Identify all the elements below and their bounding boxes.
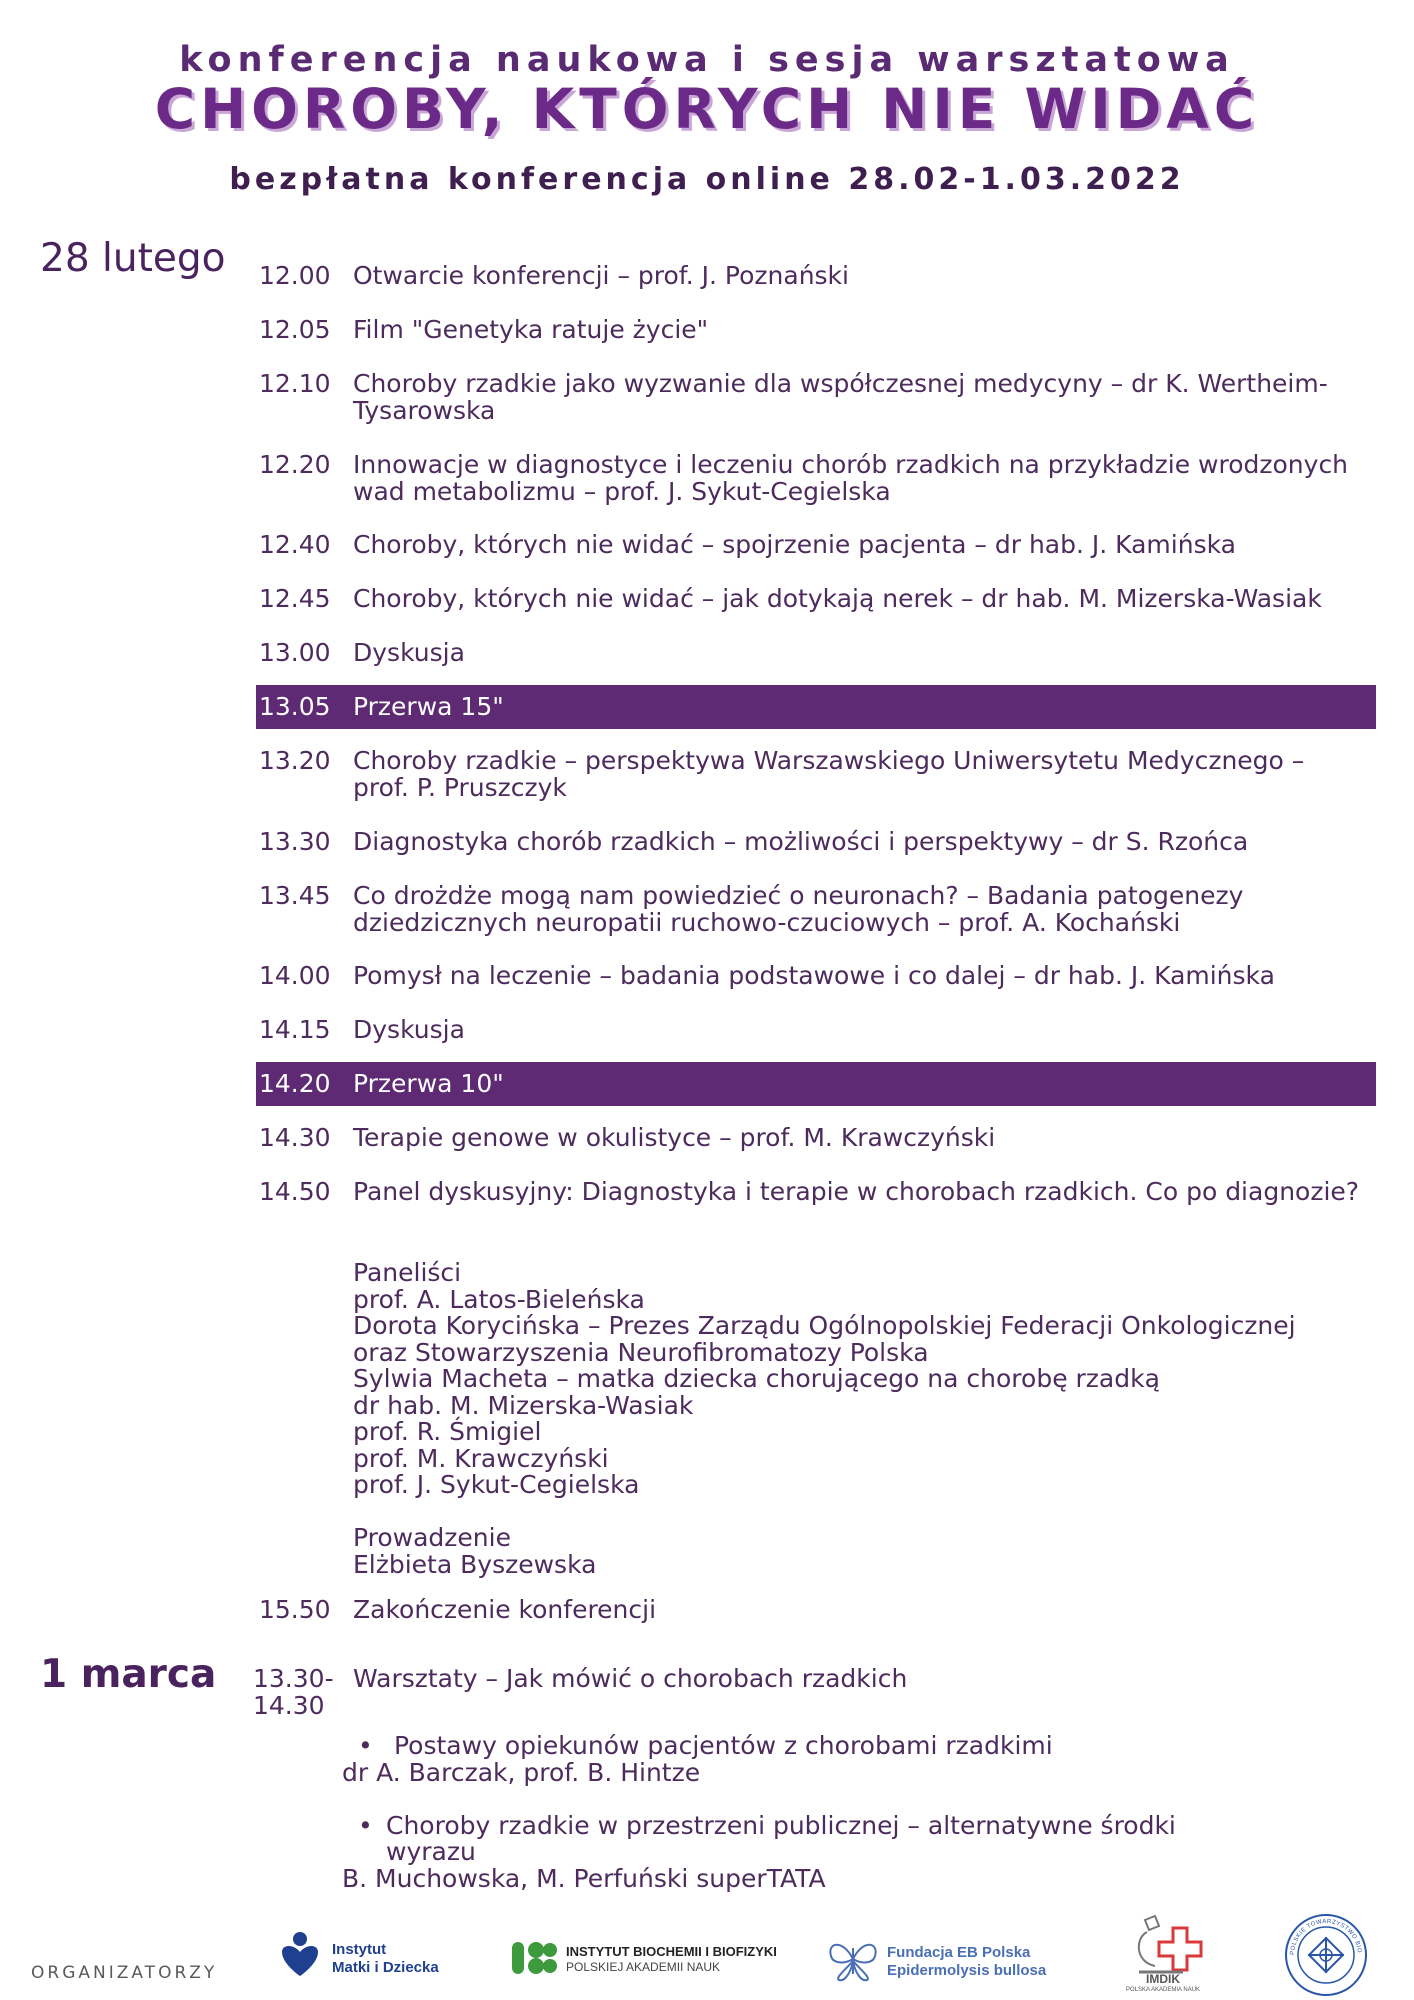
agenda-time: 13.45: [259, 881, 331, 910]
agenda-text: Diagnostyka chorób rzadkich – możliwości i perspektywy – dr S. Rzońca: [353, 827, 1249, 856]
panelist: prof. R. Śmigiel: [353, 1417, 542, 1446]
agenda-text: Przerwa 10": [353, 1069, 504, 1098]
ibb-logo: [512, 1935, 812, 1985]
panelist: Sylwia Macheta – matka dziecka chorującego na chorobę rzadką: [353, 1364, 1160, 1393]
society-seal-icon: [1284, 1913, 1368, 1997]
agenda-text: Terapie genowe w okulistyce – prof. M. Krawczyński: [353, 1123, 996, 1152]
eb-line2: Epidermolysis bullosa: [887, 1962, 1047, 1979]
pbs-logo: [1284, 1913, 1368, 1997]
agenda-text: Dyskusja: [353, 1015, 465, 1044]
workshop-speakers: dr A. Barczak, prof. B. Hintze: [342, 1758, 701, 1787]
break-bar: [256, 1062, 1376, 1106]
panelist: prof. M. Krawczyński: [353, 1443, 609, 1473]
agenda-text: Otwarcie konferencji – prof. J. Poznański: [353, 261, 849, 290]
workshop-title: Warsztaty – Jak mówić o chorobach rzadkich: [353, 1664, 908, 1693]
agenda-time: 12.10: [259, 369, 331, 398]
organizers-label: ORGANIZATORZY: [31, 1963, 218, 1983]
panelist: oraz Stowarzyszenia Neurofibromatozy Polska: [353, 1337, 929, 1367]
agenda-time: 14.30: [259, 1123, 331, 1152]
agenda-time: 12.00: [259, 261, 331, 290]
pbs-arc-text: POLSKIE TOWARZYSTWO BIO: [1289, 1918, 1363, 1956]
agenda-time: 14.00: [259, 961, 331, 990]
bullet-dot: •: [358, 1811, 373, 1840]
panelist: prof. J. Sykut-Cegielska: [353, 1470, 640, 1499]
ibb-line1: INSTYTUT BIOCHEMII I BIOFIZYKI: [566, 1944, 777, 1959]
agenda-time: 14.20: [259, 1069, 331, 1098]
agenda-text: Film "Genetyka ratuje życie": [353, 315, 709, 344]
moderator: Elżbieta Byszewska: [353, 1549, 597, 1579]
workshop-speakers: B. Muchowska, M. Perfuński superTATA: [342, 1864, 826, 1893]
agenda-time: 14.50: [259, 1177, 331, 1206]
day2-label: 1 marca: [40, 1652, 217, 1697]
conference-title: CHOROBY, KTÓRYCH NIE WIDAĆ: [154, 77, 1260, 141]
eb-logo: [825, 1932, 1085, 1988]
agenda-time: 13.20: [259, 746, 331, 775]
workshop-topic: Choroby rzadkie w przestrzeni publicznej – alternatywne środki: [386, 1811, 1176, 1840]
workshop-topic-cont: wyrazu: [386, 1837, 476, 1866]
imdik-name: IMDIK: [1146, 1972, 1180, 1986]
agenda-time: 12.40: [259, 530, 331, 559]
agenda-text: Pomysł na leczenie – badania podstawowe i co dalej – dr hab. J. Kamińska: [353, 961, 1275, 990]
conference-subtitle: konferencja naukowa i sesja warsztatowa: [179, 40, 1235, 80]
agenda-text: Przerwa 15": [353, 692, 504, 721]
ibb-line2: POLSKIEJ AKADEMII NAUK: [566, 1960, 721, 1974]
imdik-sub: POLSKA AKADEMIA NAUK: [1126, 1987, 1201, 1993]
workshop-time-end: 14.30: [253, 1691, 325, 1720]
svg-text:POLSKIE TOWARZYSTWO BIOCHEMICZ: [1284, 1913, 1362, 1955]
panelist: prof. A. Latos-Bieleńska: [353, 1284, 645, 1314]
workshop-topic: Postawy opiekunów pacjentów z chorobami rzadkimi: [394, 1731, 1053, 1760]
panel-heading: Paneliści: [353, 1258, 462, 1287]
microscope-cross-icon: [1125, 1912, 1215, 1978]
conference-dates: bezpłatna konferencja online 28.02-1.03.2022: [229, 162, 1185, 197]
imid-logo: [278, 1930, 478, 1990]
agenda-text: Co drożdże mogą nam powiedzieć o neuronach? – Badania patogenezy dziedzicznych neuropatii ruchowo-czuciowych – prof. A. Kochański: [353, 881, 1244, 937]
bullet-dot: •: [358, 1731, 373, 1760]
panelist: dr hab. M. Mizerska-Wasiak: [353, 1390, 694, 1420]
heart-icon: [278, 1930, 322, 1982]
agenda-time: 13.05: [259, 692, 331, 721]
panelist: Dorota Korycińska – Prezes Zarządu Ogólnopolskiej Federacji Onkologicznej: [353, 1311, 1296, 1340]
day1-label: 28 lutego: [40, 236, 226, 281]
agenda-time: 13.00: [259, 638, 331, 667]
agenda-text: Choroby, których nie widać – jak dotykają nerek – dr hab. M. Mizerska-Wasiak: [353, 584, 1322, 613]
agenda-text: Zakończenie konferencji: [353, 1595, 657, 1624]
agenda-text: Panel dyskusyjny: Diagnostyka i terapie w chorobach rzadkich. Co po diagnozie?: [353, 1177, 1360, 1206]
agenda-text: Dyskusja: [353, 638, 465, 667]
agenda-time: 15.50: [259, 1595, 331, 1624]
header: [0, 38, 1414, 198]
agenda-time: 12.05: [259, 315, 331, 344]
agenda-time: 12.45: [259, 584, 331, 613]
workshop-time-start: 13.30-: [253, 1664, 334, 1693]
agenda-time: 14.15: [259, 1015, 331, 1044]
agenda-text: Innowacje w diagnostyce i leczeniu chorób rzadkich na przykładzie wrodzonych wad metabolizmu – prof. J. Sykut-Cegielska: [353, 450, 1349, 506]
moderator-heading: Prowadzenie: [353, 1523, 511, 1552]
ibb-mark-icon: [512, 1938, 558, 1978]
imdik-logo: [1120, 1912, 1220, 1996]
butterfly-icon: [825, 1934, 881, 1984]
agenda-time: 13.30: [259, 827, 331, 856]
break-bar: [256, 685, 1376, 729]
imid-line2: Matki i Dziecka: [332, 1959, 439, 1976]
agenda-time: 12.20: [259, 450, 331, 479]
agenda-text: Choroby rzadkie – perspektywa Warszawskiego Uniwersytetu Medycznego – prof. P. Pruszczyk: [353, 746, 1305, 802]
agenda-text: Choroby, których nie widać – spojrzenie pacjenta – dr hab. J. Kamińska: [353, 530, 1236, 559]
agenda-text: Choroby rzadkie jako wyzwanie dla współczesnej medycyny – dr K. Wertheim-Tysarowska: [353, 369, 1328, 425]
eb-line1: Fundacja EB Polska: [887, 1944, 1031, 1961]
imid-line1: Instytut: [332, 1941, 387, 1958]
panel-block: [353, 1260, 1393, 1578]
